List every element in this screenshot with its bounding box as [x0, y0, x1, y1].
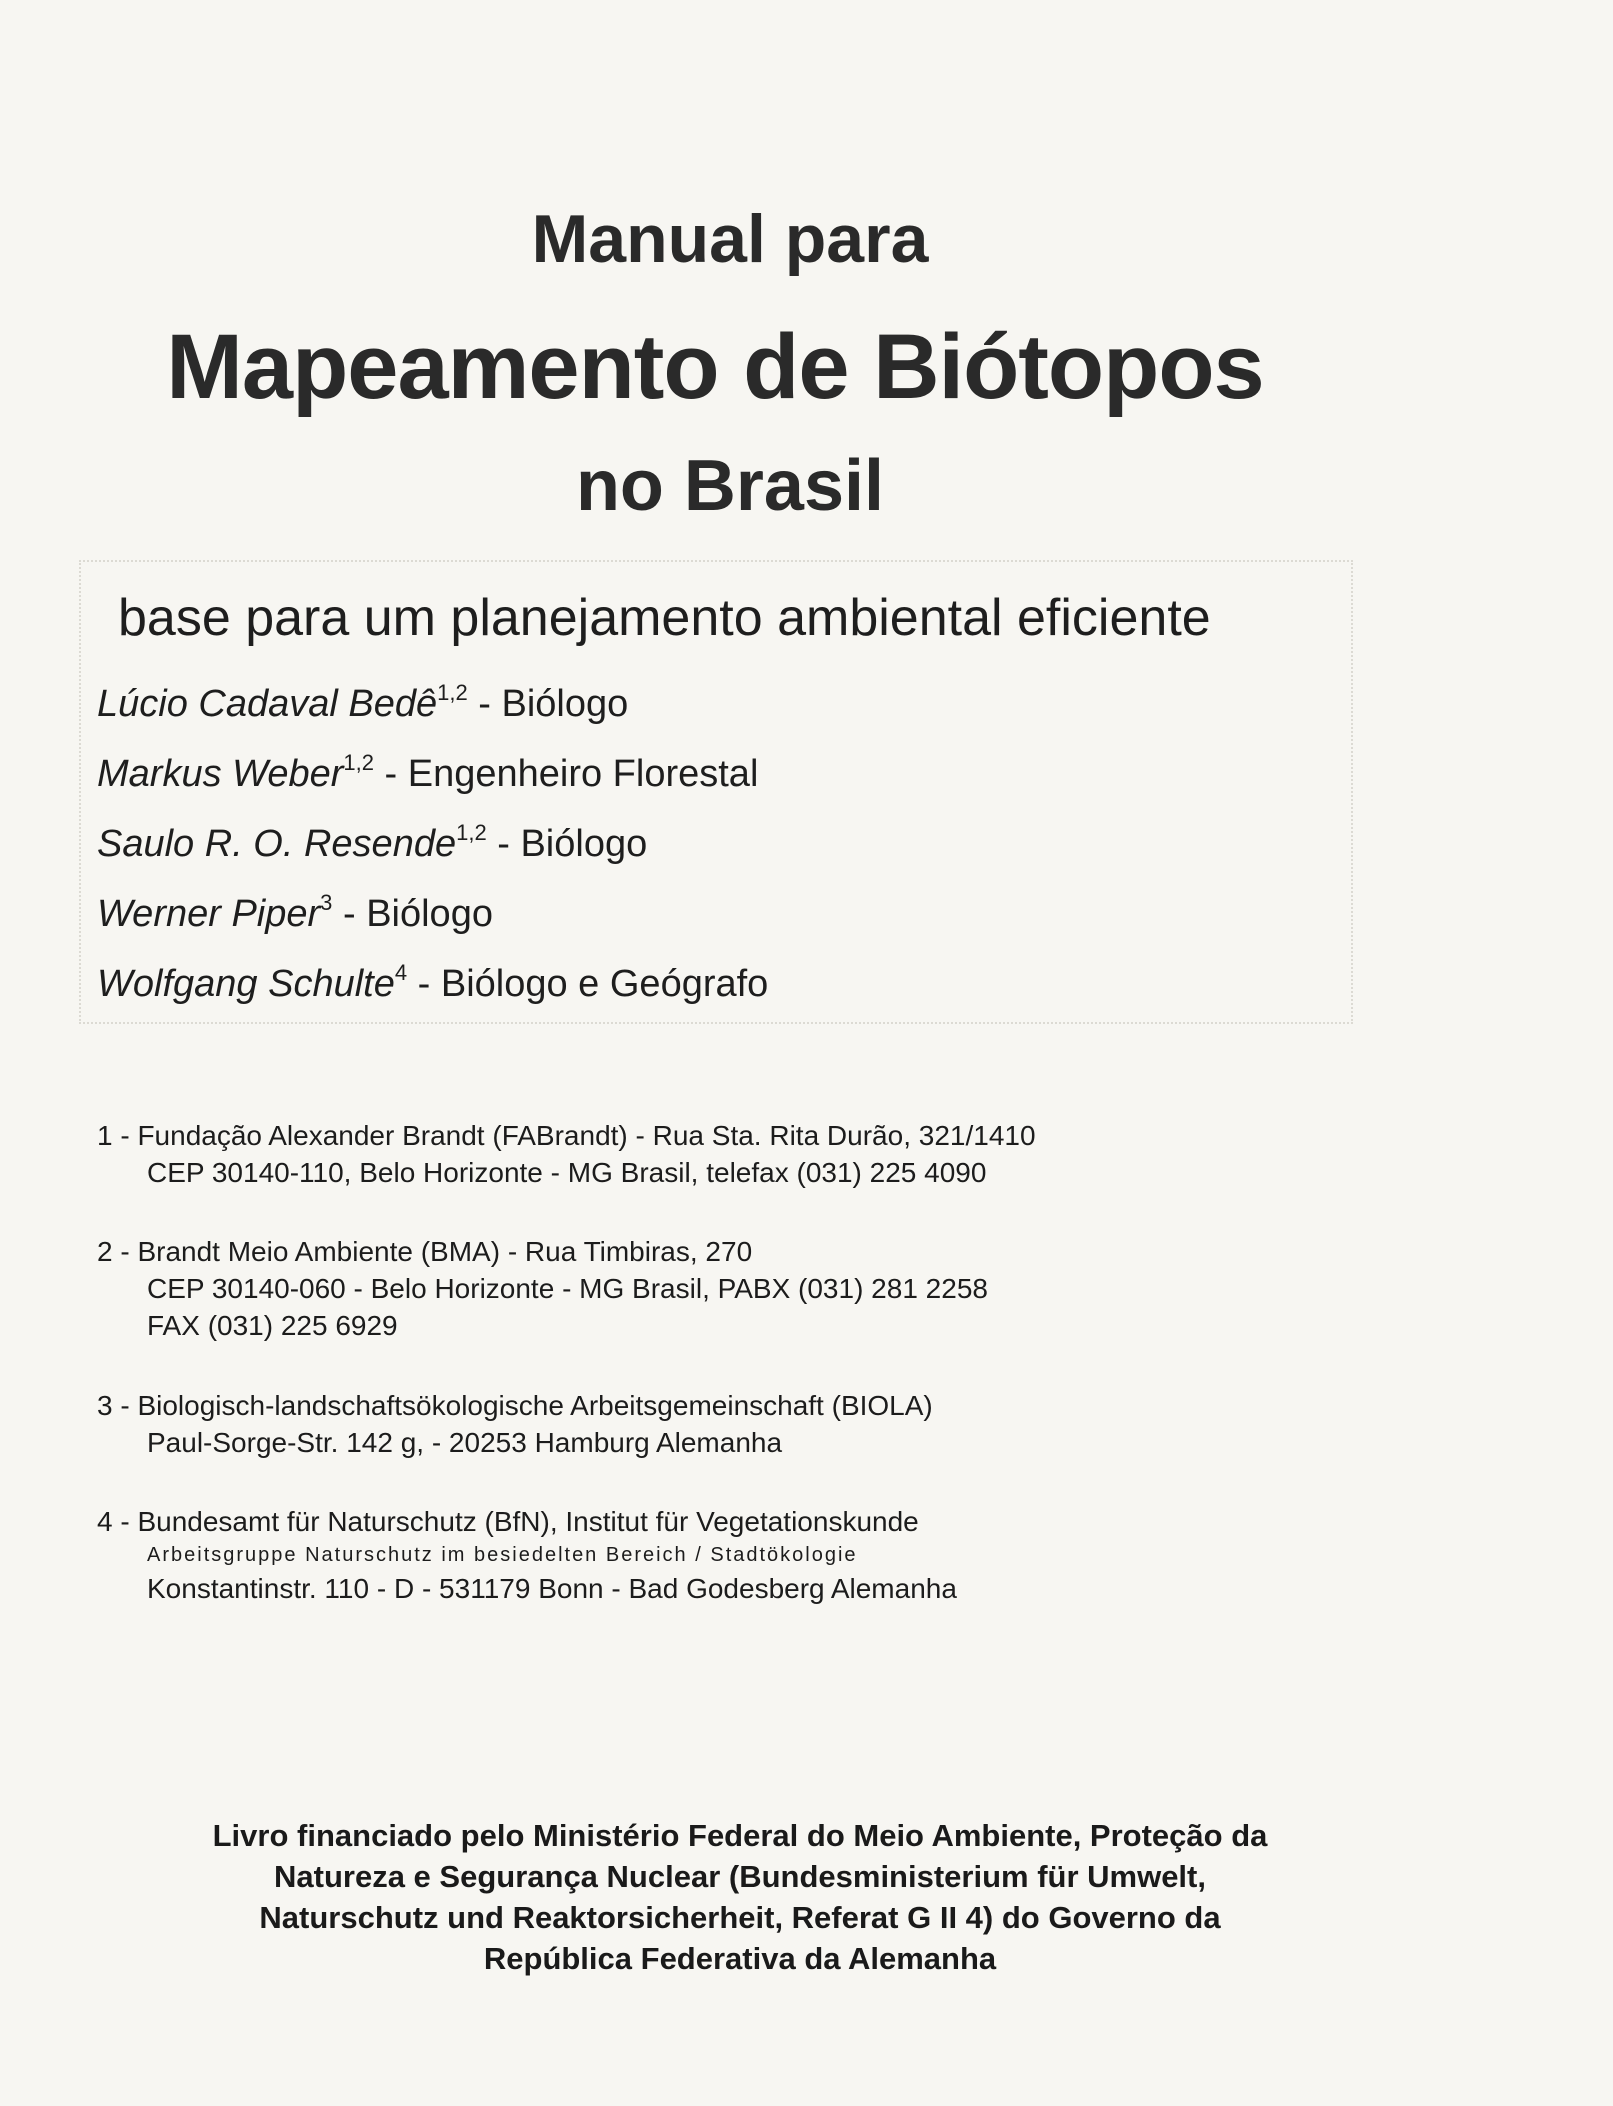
author-name: Wolfgang Schulte: [97, 963, 395, 1005]
author-4: [97, 890, 493, 936]
affiliation-line: 4 - Bundesamt für Naturschutz (BfN), Institut für Vegetationskunde: [97, 1506, 919, 1537]
author-5: [97, 960, 768, 1006]
author-role: - Biólogo: [332, 893, 493, 935]
author-role: - Biólogo e Geógrafo: [407, 963, 769, 1005]
author-affiliation-marker: 1,2: [437, 680, 468, 705]
affiliation-2: [97, 1233, 988, 1344]
author-1: [97, 680, 628, 726]
affiliation-line-small: Arbeitsgruppe Naturschutz im besiedelten Bereich / Stadtökologie: [147, 1544, 858, 1566]
funding-line: República Federativa da Alemanha: [483, 1941, 997, 1976]
affiliation-4: [97, 1503, 957, 1607]
subtitle: base para um planejamento ambiental eficiente: [118, 589, 1211, 647]
author-affiliation-marker: 3: [320, 890, 333, 915]
title-line-3: no Brasil: [575, 446, 885, 526]
author-name: Werner Piper: [97, 893, 321, 935]
affiliation-line: CEP 30140-110, Belo Horizonte - MG Brasil, telefax (031) 225 4090: [147, 1157, 987, 1188]
affiliation-line: 3 - Biologisch-landschaftsökologische Arbeitsgemeinschaft (BIOLA): [97, 1390, 933, 1421]
author-affiliation-marker: 1,2: [343, 750, 374, 775]
funding-note: [90, 1815, 1390, 1979]
affiliation-line: CEP 30140-060 - Belo Horizonte - MG Brasil, PABX (031) 281 2258: [147, 1273, 988, 1304]
author-role: - Biólogo: [486, 823, 648, 865]
author-name: Saulo R. O. Resende: [97, 823, 457, 865]
author-affiliation-marker: 1,2: [456, 820, 487, 845]
author-name: Lúcio Cadaval Bedê: [97, 683, 438, 725]
affiliation-line: FAX (031) 225 6929: [147, 1310, 398, 1341]
author-role: - Engenheiro Florestal: [373, 753, 759, 795]
funding-line: Livro financiado pelo Ministério Federal do Meio Ambiente, Proteção da: [212, 1818, 1268, 1853]
author-role: - Biólogo: [467, 683, 629, 725]
author-2: [97, 750, 758, 796]
affiliation-line: Paul-Sorge-Str. 142 g, - 20253 Hamburg Alemanha: [147, 1427, 783, 1458]
affiliation-line: Konstantinstr. 110 - D - 531179 Bonn - Bad Godesberg Alemanha: [147, 1573, 957, 1604]
funding-line: Naturschutz und Reaktorsicherheit, Referat G II 4) do Governo da: [259, 1900, 1221, 1935]
title-line-1: Manual para: [531, 201, 929, 277]
affiliation-line: 2 - Brandt Meio Ambiente (BMA) - Rua Timbiras, 270: [97, 1236, 753, 1267]
affiliation-3: [97, 1387, 933, 1461]
title-line-2: Mapeamento de Biótopos: [166, 316, 1264, 418]
affiliation-1: [97, 1117, 1036, 1191]
funding-line: Natureza e Segurança Nuclear (Bundesministerium für Umwelt,: [274, 1859, 1206, 1894]
author-name: Markus Weber: [97, 753, 344, 795]
affiliation-line: 1 - Fundação Alexander Brandt (FABrandt) - Rua Sta. Rita Durão, 321/1410: [97, 1120, 1036, 1151]
author-affiliation-marker: 4: [394, 960, 408, 985]
author-3: [97, 820, 647, 866]
